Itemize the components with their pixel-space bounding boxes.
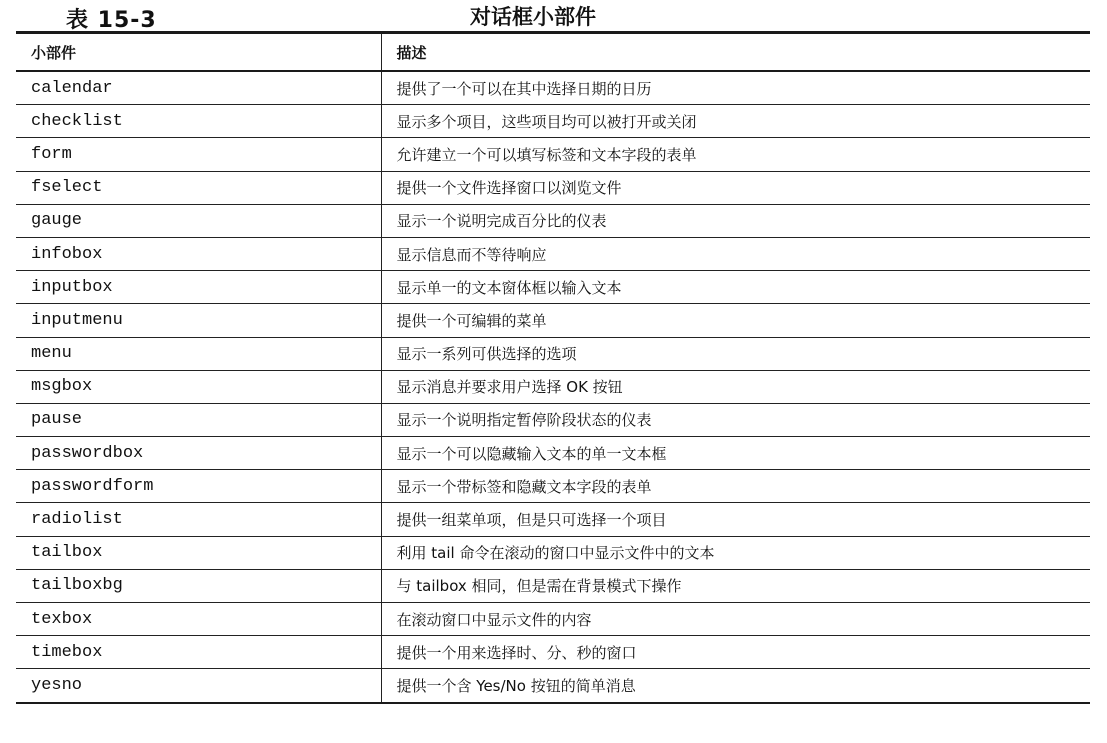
widget-name-cell: inputmenu — [16, 304, 381, 337]
widget-name-cell: checklist — [16, 105, 381, 138]
widget-description-cell: 允许建立一个可以填写标签和文本字段的表单 — [381, 138, 1090, 171]
widget-description-cell: 提供一个可编辑的菜单 — [381, 304, 1090, 337]
table-row — [16, 470, 1090, 503]
table-row — [16, 569, 1090, 602]
widget-description-cell: 在滚动窗口中显示文件的内容 — [381, 603, 1090, 636]
table-row — [16, 204, 1090, 237]
widget-name-cell: form — [16, 138, 381, 171]
table-row — [16, 271, 1090, 304]
widget-name-cell: yesno — [16, 669, 381, 703]
widget-description-cell: 显示多个项目，这些项目均可以被打开或关闭 — [381, 105, 1090, 138]
widget-name-cell: texbox — [16, 603, 381, 636]
column-header-description: 描述 — [381, 33, 1090, 72]
widget-name-cell: passwordbox — [16, 437, 381, 470]
dialog-widgets-table — [16, 31, 1090, 704]
table-row — [16, 138, 1090, 171]
widget-description-cell: 显示单一的文本窗体框以输入文本 — [381, 271, 1090, 304]
widget-description-cell: 显示一个可以隐藏输入文本的单一文本框 — [381, 437, 1090, 470]
widget-description-cell: 利用 tail 命令在滚动的窗口中显示文件中的文本 — [381, 536, 1090, 569]
table-row — [16, 71, 1090, 105]
widget-name-cell: msgbox — [16, 370, 381, 403]
widget-name-cell: inputbox — [16, 271, 381, 304]
widget-name-cell: fselect — [16, 171, 381, 204]
widget-description-cell: 显示一系列可供选择的选项 — [381, 337, 1090, 370]
table-row — [16, 337, 1090, 370]
table-row — [16, 536, 1090, 569]
table-title: 对话框小部件 — [470, 5, 596, 29]
widget-name-cell: menu — [16, 337, 381, 370]
table-row — [16, 603, 1090, 636]
table-row — [16, 237, 1090, 270]
widget-name-cell: infobox — [16, 237, 381, 270]
table-row — [16, 636, 1090, 669]
table-header-row — [16, 33, 1090, 72]
widget-name-cell: timebox — [16, 636, 381, 669]
widget-name-cell: tailbox — [16, 536, 381, 569]
widget-description-cell: 显示一个带标签和隐藏文本字段的表单 — [381, 470, 1090, 503]
widget-description-cell: 提供一个文件选择窗口以浏览文件 — [381, 171, 1090, 204]
table-row — [16, 105, 1090, 138]
widget-description-cell: 提供一组菜单项，但是只可选择一个项目 — [381, 503, 1090, 536]
widget-description-cell: 显示消息并要求用户选择 OK 按钮 — [381, 370, 1090, 403]
widget-description-cell: 提供了一个可以在其中选择日期的日历 — [381, 71, 1090, 105]
column-header-widget: 小部件 — [16, 33, 381, 72]
table-row — [16, 403, 1090, 436]
widget-description-cell: 与 tailbox 相同，但是需在背景模式下操作 — [381, 569, 1090, 602]
widget-name-cell: passwordform — [16, 470, 381, 503]
table-row — [16, 503, 1090, 536]
widget-description-cell: 提供一个用来选择时、分、秒的窗口 — [381, 636, 1090, 669]
table-row — [16, 669, 1090, 703]
widget-name-cell: gauge — [16, 204, 381, 237]
widget-description-cell: 显示一个说明指定暂停阶段状态的仪表 — [381, 403, 1090, 436]
widget-description-cell: 显示信息而不等待响应 — [381, 237, 1090, 270]
table-row — [16, 171, 1090, 204]
widget-description-cell: 提供一个含 Yes/No 按钮的简单消息 — [381, 669, 1090, 703]
widget-name-cell: tailboxbg — [16, 569, 381, 602]
widget-description-cell: 显示一个说明完成百分比的仪表 — [381, 204, 1090, 237]
table-caption — [0, 0, 1107, 32]
table-row — [16, 304, 1090, 337]
table-number: 表 15-3 — [66, 8, 157, 33]
widget-name-cell: pause — [16, 403, 381, 436]
table-row — [16, 437, 1090, 470]
table-row — [16, 370, 1090, 403]
widget-name-cell: radiolist — [16, 503, 381, 536]
widget-name-cell: calendar — [16, 71, 381, 105]
